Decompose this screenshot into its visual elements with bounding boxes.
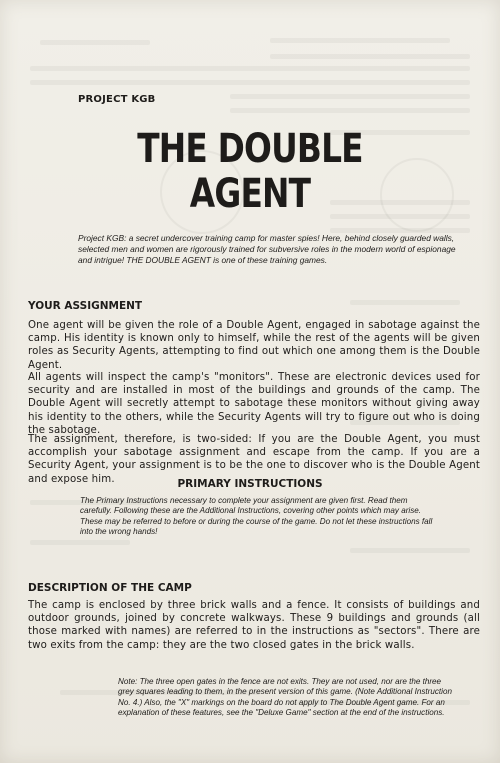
assignment-paragraph-2: All agents will inspect the camp's "monitors". These are electronic devices used for security and are installed in most of the buildings and grounds of the camp. The Double Agent will secretly attempt to sabotage these monitors without giving away his identity to the others, while the Security Agents will try to figure out who is doing the sabotage.: [28, 372, 480, 436]
primary-instructions-note: The Primary Instructions necessary to complete your assignment are given first. Read them carefully. Following these are the Additional Instructions, covering other points which may arise. These may be referred to before or during the course of the game. Do not let these instructions fall into the wrong hands!: [80, 496, 433, 537]
camp-paragraph: The camp is enclosed by three brick walls and a fence. It consists of buildings and outdoor grounds, joined by concrete walkways. These 9 buildings and grounds (all those marked with names) are referred to in the instructions as "sectors". There are two exits from the camp: they are the two closed gates in the brick walls.: [28, 600, 480, 651]
assignment-paragraph-1: One agent will be given the role of a Double Agent, engaged in sabotage against the camp. His identity is known only to himself, while the rest of the agents will be given roles as Security Agents, attempting to find out which one among them is the Double Agent.: [28, 320, 480, 371]
primary-instructions-heading: PRIMARY INSTRUCTIONS: [177, 478, 323, 490]
camp-heading: DESCRIPTION OF THE CAMP: [28, 582, 192, 594]
intro-paragraph: Project KGB: a secret undercover training camp for master spies! Here, behind closely guarded walls, selected men and women are rigorously trained for subversive roles in the modern world of espionage and intrigue! THE DOUBLE AGENT is one of these training games.: [78, 233, 456, 265]
title-line-1: THE DOUBLE: [137, 126, 363, 172]
project-label: PROJECT KGB: [78, 94, 156, 105]
title-line-2: AGENT: [189, 171, 311, 217]
assignment-paragraph-3: The assignment, therefore, is two-sided: If you are the Double Agent, you must accomplish your sabotage assignment and escape from the camp. If you are a Security Agent, your assignment is to be the one to discover who is the Double Agent and expose him.: [28, 434, 480, 485]
camp-note: Note: The three open gates in the fence are not exits. They are not used, nor are the three grey squares leading to them, in the present version of this game. (Note Additional Instruction No. 4.) Also, the "X" markings on the board do not apply to The Double Agent game. For an explanation of these features, see the "Deluxe Game" section at the end of the instructions.: [118, 677, 452, 718]
assignment-heading: YOUR ASSIGNMENT: [28, 300, 143, 312]
